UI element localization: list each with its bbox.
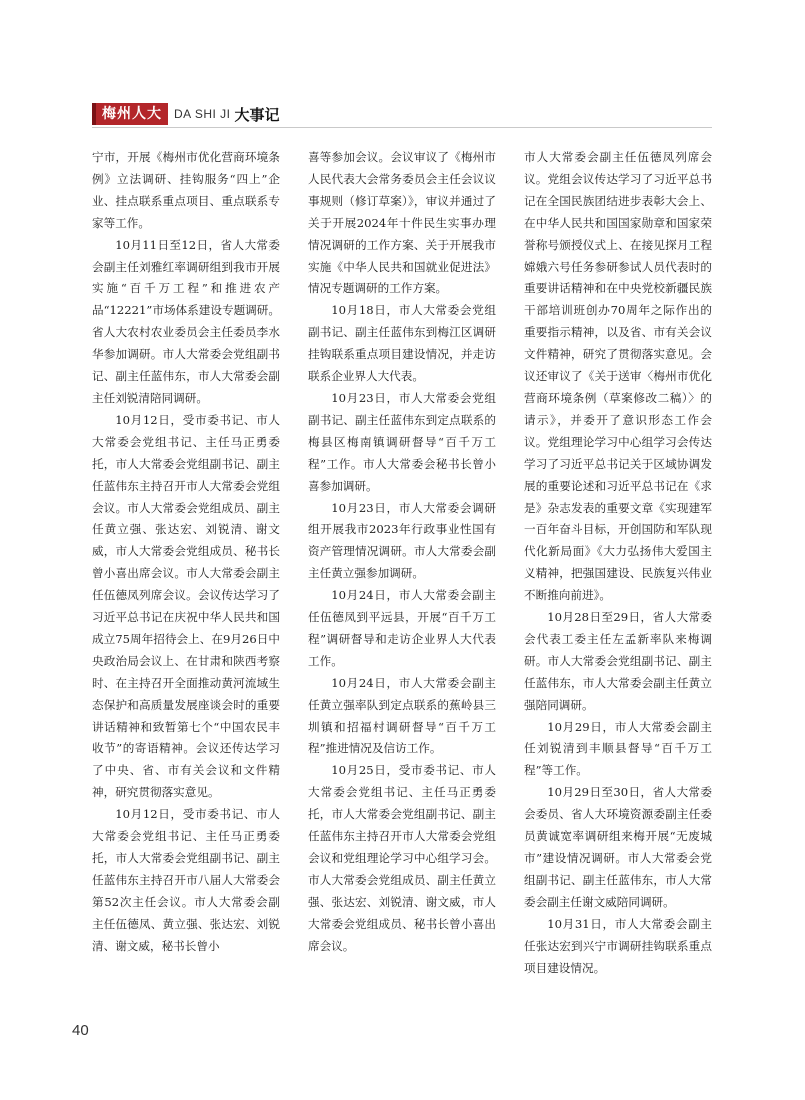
section-title: 大事记	[234, 105, 280, 124]
paragraph: 10月11日至12日，省人大常委会副主任刘雅红率调研组到我市开展实施“百千万工程”和推进农产品“12221”市场体系建设专题调研。省人大农村农业委员会主任委员李水华参加调研。市人大常委会党组副书记、副主任蓝伟东，市人大常委会副主任刘锐清陪同调研。	[92, 237, 280, 405]
paragraph: 10月18日，市人大常委会党组副书记、副主任蓝伟东到梅江区调研挂钩联系重点项目建设情况，并走访联系企业界人大代表。	[308, 303, 496, 384]
paragraph: 10月25日，受市委书记、市人大常委会党组书记、主任马正勇委托，市人大常委会党组副书记、副主任蓝伟东主持召开市人大常委会党组会议和党组理论学习中心组学习会。市人大常委会党组成员、副主任黄立强、张达宏、刘锐清、谢文威，市人大常委会党组成员、秘书长曾小喜出席会议。	[308, 763, 496, 953]
text-column-2	[308, 147, 496, 958]
paragraph: 10月31日，市人大常委会副主任张达宏到兴宁市调研挂钩联系重点项目建设情况。	[524, 916, 712, 975]
paragraph: 10月24日，市人大常委会副主任伍德凤到平远县，开展“百千万工程”调研督导和走访企业界人大代表工作。	[308, 588, 496, 668]
paragraph: 10月29日至30日，省人大常委会委员、省人大环境资源委副主任委员黄诚宽率调研组来梅开展“无废城市”建设情况调研。市人大常委会党组副书记、副主任蓝伟东，市人大常委会副主任谢文威陪同调研。	[524, 785, 712, 909]
paragraph: 10月12日，受市委书记、市人大常委会党组书记、主任马正勇委托，市人大常委会党组副书记、副主任蓝伟东主持召开市人大常委会党组会议。市人大常委会党组成员、副主任黄立强、张达宏、刘锐清、谢文威，市人大常委会党组成员、秘书长曾小喜出席会议。市人大常委会副主任伍德凤列席会议。会议传达学习了习近平总书记在庆祝中华人民共和国成立75周年招待会上、在9月26日中央政治局会议上、在甘肃和陕西考察时、在主持召开全面推动黄河流域生态保护和高质量发展座谈会时的重要讲话精神和致暂第七个“中国农民丰收节”的寄语精神。会议还传达学习了中央、省、市有关会议和文件精神，研究贯彻落实意见。	[92, 412, 280, 800]
paragraph: 市人大常委会副主任伍德凤列席会议。党组会议传达学习了习近平总书记在全国民族团结进步表彰大会上、在中华人民共和国国家勋章和国家荣誉称号颁授仪式上、在接见探月工程嫦娥六号任务参研参试人员代表时的重要讲话精神和在中央党校新疆民族干部培训班创办70周年之际作出的重要指示精神，以及省、市有关会议文件精神，研究了贯彻落实意见。会议还审议了《关于送审〈梅州市优化营商环境条例（草案修改二稿）〉的请示》，并委开了意识形态工作会议。党组理论学习中心组学习会传达学习了习近平总书记关于区域协调发展的重要论述和习近平总书记在《求是》杂志发表的重要文章《实现建军一百年奋斗目标，开创国防和军队现代化新局面》《大力弘扬伟大爱国主义精神，把强国建设、民族复兴伟业不断推向前进》。	[524, 150, 712, 603]
header-divider	[92, 127, 712, 128]
paragraph: 10月28日至29日，省人大常委会代表工委主任左孟新率队来梅调研。市人大常委会党组副书记、副主任蓝伟东，市人大常委会副主任黄立强陪同调研。	[524, 610, 712, 712]
paragraph: 10月24日，市人大常委会副主任黄立强率队到定点联系的蕉岭县三圳镇和招福村调研督导“百千万工程”推进情况及信访工作。	[308, 675, 496, 756]
paragraph: 10月29日，市人大常委会副主任刘锐清到丰顺县督导“百千万工程”等工作。	[524, 719, 712, 778]
paragraph: 10月23日，市人大常委会调研组开展我市2023年行政事业性国有资产管理情况调研。市人大常委会副主任黄立强参加调研。	[308, 500, 496, 581]
paragraph: 宁市，开展《梅州市优化营商环境条例》立法调研、挂钩服务“四上”企业、挂点联系重点项目、重点联系专家等工作。	[92, 150, 280, 230]
paragraph: 10月12日，受市委书记、市人大常委会党组书记、主任马正勇委托，市人大常委会党组副书记、副主任蓝伟东主持召开市八届人大常委会第52次主任会议。市人大常委会副主任伍德凤、黄立强、张达宏、刘锐清、谢文威，秘书长曾小	[92, 807, 280, 953]
section-pinyin: DA SHI JI	[174, 107, 231, 121]
page-header	[92, 103, 280, 125]
paragraph: 10月23日，市人大常委会党组副书记、副主任蓝伟东到定点联系的梅县区梅南镇调研督导“百千万工程”工作。市人大常委会秘书长曾小喜参加调研。	[308, 390, 496, 493]
page-number: 40	[72, 1022, 89, 1039]
paragraph: 喜等参加会议。会议审议了《梅州市人民代表大会常务委员会主任会议议事规则（修订草案）》，审议并通过了关于开展2024年十件民生实事办理情况调研的工作方案、关于开展我市实施《中华人民共和国就业促进法》情况专题调研的工作方案。	[308, 150, 496, 296]
text-column-3	[524, 147, 712, 979]
brand-logo: 梅州人大	[92, 103, 168, 125]
text-column-1	[92, 147, 280, 958]
